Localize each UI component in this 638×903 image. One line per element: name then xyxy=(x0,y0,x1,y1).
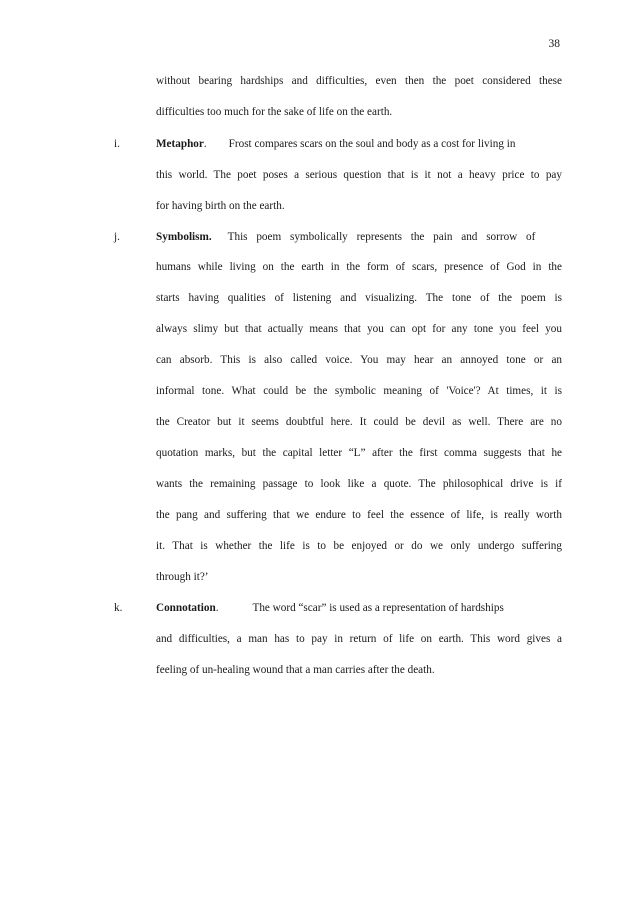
item-line-symbolism-9: wants the remaining passage to look like a quote. The philosophical drive is if xyxy=(156,478,562,490)
item-line-symbolism-8: quotation marks, but the capital letter “L” after the first comma suggests that he xyxy=(156,447,562,459)
item-first-line-connotation xyxy=(156,601,562,615)
item-line-symbolism-4: always slimy but that actually means that you can opt for any tone you feel you xyxy=(156,323,562,335)
term-connotation: Connotation xyxy=(156,602,216,614)
item-text-metaphor: Frost compares scars on the soul and body as a cost for living in xyxy=(228,138,516,150)
item-line-symbolism-6: informal tone. What could be the symbolic meaning of 'Voice'? At times, it is xyxy=(156,385,562,397)
item-line-connotation-2: and difficulties, a man has to pay in return of life on earth. This word gives a xyxy=(156,633,562,645)
page-number: 38 xyxy=(548,38,560,50)
item-line-metaphor-3: for having birth on the earth. xyxy=(156,200,285,212)
term-symbolism: Symbolism. xyxy=(156,231,212,243)
item-line-connotation-3: feeling of un-healing wound that a man carries after the death. xyxy=(156,664,435,676)
intro-line-2: difficulties too much for the sake of life on the earth. xyxy=(156,106,393,118)
item-line-symbolism-12: through it?’ xyxy=(156,571,209,583)
item-first-line-symbolism xyxy=(156,230,562,244)
item-text-symbolism: This poem symbolically represents the pain and sorrow of xyxy=(227,231,536,243)
term-metaphor: Metaphor xyxy=(156,138,204,150)
item-line-symbolism-2: humans while living on the earth in the form of scars, presence of God in the xyxy=(156,261,562,273)
item-first-line-metaphor xyxy=(156,137,562,151)
item-marker-i: i. xyxy=(114,138,120,150)
item-marker-j: j. xyxy=(114,231,120,243)
term-suffix-metaphor: . xyxy=(203,138,207,150)
item-line-symbolism-10: the pang and suffering that we endure to feel the essence of life, is really worth xyxy=(156,509,562,521)
item-line-symbolism-7: the Creator but it seems doubtful here. It could be devil as well. There are no xyxy=(156,416,562,428)
term-suffix-connotation: . xyxy=(215,602,219,614)
item-line-symbolism-11: it. That is whether the life is to be enjoyed or do we only undergo suffering xyxy=(156,540,562,552)
item-line-symbolism-3: starts having qualities of listening and visualizing. The tone of the poem is xyxy=(156,292,562,304)
item-text-connotation: The word “scar” is used as a representation of hardships xyxy=(252,602,504,614)
item-line-metaphor-2: this world. The poet poses a serious question that is it not a heavy price to pay xyxy=(156,169,562,181)
item-marker-k: k. xyxy=(114,602,123,614)
intro-line-1: without bearing hardships and difficulties, even then the poet considered these xyxy=(156,75,562,87)
item-line-symbolism-5: can absorb. This is also called voice. You may hear an annoyed tone or an xyxy=(156,354,562,366)
